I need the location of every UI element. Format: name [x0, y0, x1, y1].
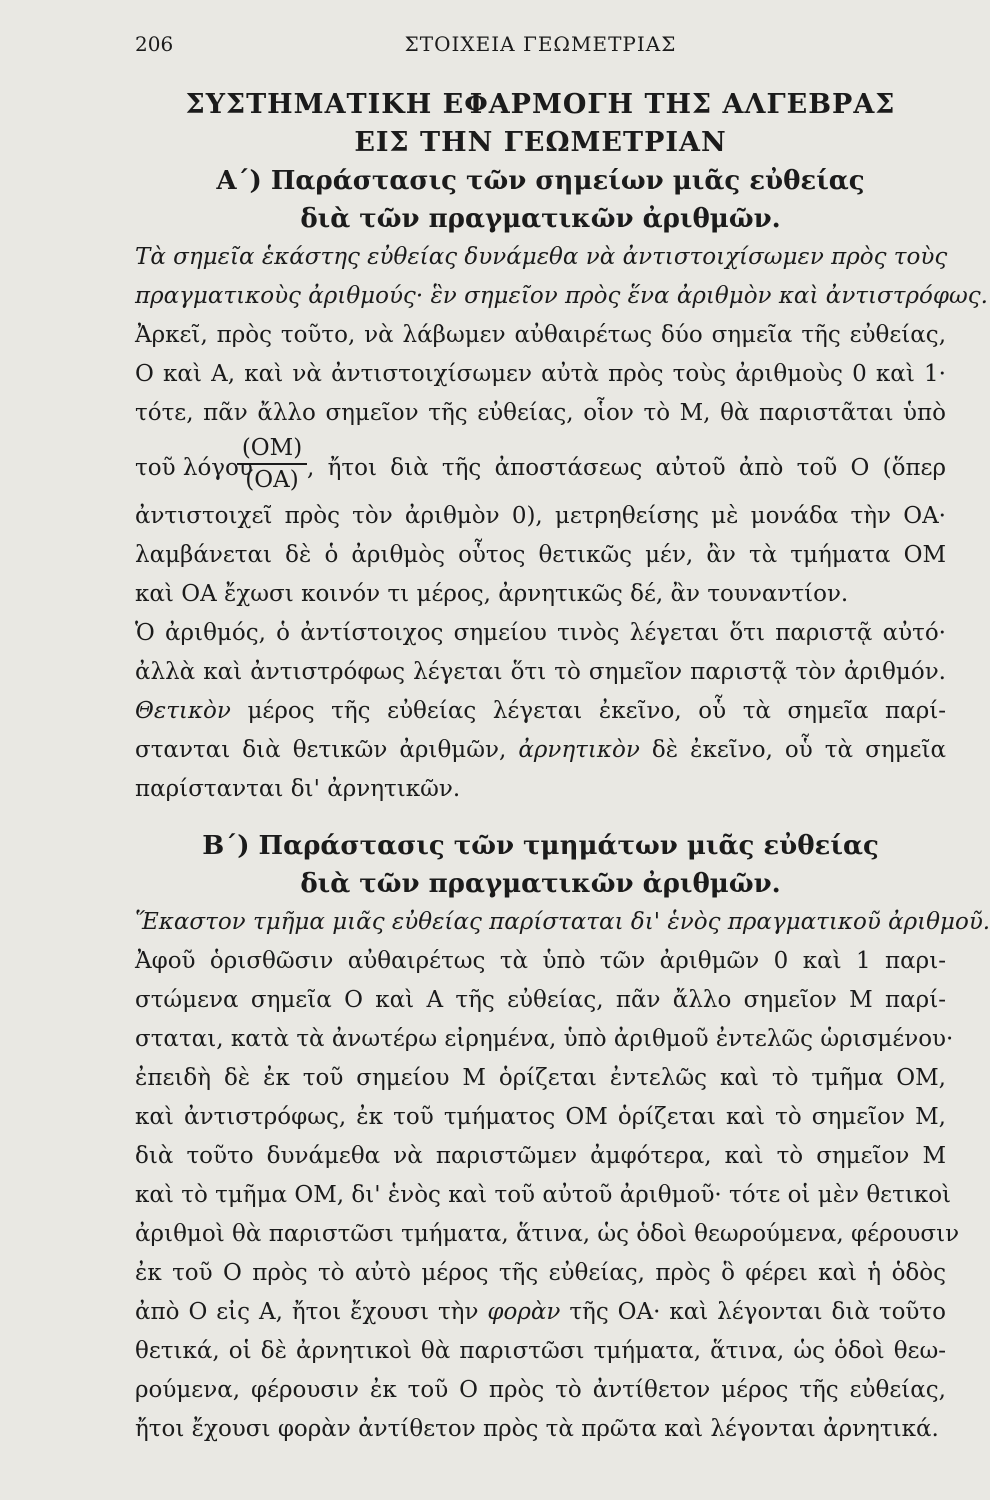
text-span: μέρος τῆς εὐθείας λέγεται ἐκεῖνο, οὗ τὰ σημεῖα παρί-: [230, 698, 946, 724]
text-line: διὰ τοῦτο δυνάμεθα νὰ παριστῶμεν ἀμφότερα, καὶ τὸ σημεῖον Μ: [135, 1143, 946, 1169]
text-line: ἐκ τοῦ Ο πρὸς τὸ αὐτὸ μέρος τῆς εὐθείας, πρὸς ὃ φέρει καὶ ἡ ὁδὸς: [135, 1260, 946, 1286]
text-line: ἐπειδὴ δὲ ἐκ τοῦ σημείου Μ ὁρίζεται ἐντελῶς καὶ τὸ τμῆμα ΟΜ,: [135, 1065, 946, 1091]
running-title: ΣΤΟΙΧΕΙΑ ΓΕΩΜΕΤΡΙΑΣ: [404, 32, 677, 56]
chapter-title-line: ΣΥΣΤΗΜΑΤΙΚΗ ΕΦΑΡΜΟΓΗ ΤΗΣ ΑΛΓΕΒΡΑΣ: [185, 89, 896, 120]
section-heading-line: Β΄) Παράστασις τῶν τμημάτων μιᾶς εὐθείας: [202, 831, 879, 861]
section-a-statement: [135, 238, 988, 316]
section-b-paragraph: [135, 942, 960, 1449]
text-line: Ἀρκεῖ, πρὸς τοῦτο, νὰ λάβωμεν αὐθαιρέτως δύο σημεῖα τῆς εὐθείας,: [135, 322, 946, 348]
text-line: [135, 731, 946, 770]
section-heading-line: διὰ τῶν πραγματικῶν ἀριθμῶν.: [300, 204, 781, 234]
text-line: λαμβάνεται δὲ ὁ ἀριθμὸς οὗτος θετικῶς μέν, ἂν τὰ τμήματα ΟΜ: [135, 542, 946, 568]
section-b-heading: [135, 827, 946, 903]
section-a-paragraph-2: [135, 614, 946, 692]
term-direction: φορὰν: [487, 1299, 561, 1325]
text-line: ἀντιστοιχεῖ πρὸς τὸν ἀριθμὸν 0), μετρηθείσης μὲ μονάδα τὴν ΟΑ·: [135, 503, 946, 529]
section-a-heading: [135, 162, 946, 238]
fraction-trail-text: , ἤτοι διὰ τῆς ἀποστάσεως αὐτοῦ ἀπὸ τοῦ Ο (ὅπερ: [307, 455, 946, 481]
chapter-title-line: ΕΙΣ ΤΗΝ ΓΕΩΜΕΤΡΙΑΝ: [354, 127, 727, 158]
text-line: θετικά, οἱ δὲ ἀρνητικοὶ θὰ παριστῶσι τμήματα, ἅτινα, ὡς ὁδοὶ θεω-: [135, 1338, 946, 1364]
text-line: ἤτοι ἔχουσι φορὰν ἀντίθετον πρὸς τὰ πρῶτα καὶ λέγονται ἀρνητικά.: [135, 1416, 939, 1442]
fraction-line: [135, 433, 946, 497]
text-span: ἀπὸ Ο εἰς Α, ἤτοι ἔχουσι τὴν: [135, 1299, 488, 1325]
section-a-paragraph-3: [135, 692, 946, 809]
text-line: παρίστανται δι' ἀρνητικῶν.: [135, 776, 461, 802]
text-line: καὶ ΟΑ ἔχωσι κοινόν τι μέρος, ἀρνητικῶς δέ, ἂν τουναντίον.: [135, 581, 849, 607]
text-line: ρούμενα, φέρουσιν ἐκ τοῦ Ο πρὸς τὸ ἀντίθετον μέρος τῆς εὐθείας,: [135, 1377, 946, 1403]
fraction-denominator: (ΟΑ): [245, 467, 299, 493]
running-head: [135, 32, 946, 62]
text-line: σταται, κατὰ τὰ ἀνωτέρω εἰρημένα, ὑπὸ ἀριθμοῦ ἐντελῶς ὡρισμένου·: [135, 1026, 954, 1052]
term-negative: ἀρνητικὸν: [518, 737, 640, 763]
text-line: Ὁ ἀριθμός, ὁ ἀντίστοιχος σημείου τινὸς λέγεται ὅτι παριστᾷ αὐτό·: [135, 620, 946, 646]
chapter-title: [135, 86, 946, 162]
text-line: πραγματικοὺς ἀριθμούς· ἓν σημεῖον πρὸς ἕνα ἀριθμὸν καὶ ἀντιστρόφως.: [135, 283, 988, 309]
text-line: Ο καὶ Α, καὶ νὰ ἀντιστοιχίσωμεν αὐτὰ πρὸς τοὺς ἀριθμοὺς 0 καὶ 1·: [135, 361, 946, 387]
fraction-lead-text: τοῦ λόγου: [135, 455, 253, 481]
ratio-fraction: [237, 433, 307, 495]
page-number: 206: [135, 32, 174, 56]
text-line: [135, 692, 946, 731]
page-body: [135, 86, 990, 1449]
text-span: στανται διὰ θετικῶν ἀριθμῶν,: [135, 737, 519, 763]
text-line: καὶ τὸ τμῆμα ΟΜ, δι' ἑνὸς καὶ τοῦ αὐτοῦ ἀριθμοῦ· τότε οἱ μὲν θετικοὶ: [135, 1182, 952, 1208]
section-b-statement: Ἕκαστον τμῆμα μιᾶς εὐθείας παρίσταται δι' ἑνὸς πραγματικοῦ ἀριθμοῦ.: [135, 909, 990, 935]
section-heading-line: Α΄) Παράστασις τῶν σημείων μιᾶς εὐθείας: [216, 166, 865, 196]
text-line: [135, 1293, 946, 1332]
text-span: δὲ ἐκεῖνο, οὗ τὰ σημεῖα: [639, 737, 947, 763]
text-line: καὶ ἀντιστρόφως, ἐκ τοῦ τμήματος ΟΜ ὁρίζεται καὶ τὸ σημεῖον Μ,: [135, 1104, 946, 1130]
section-heading-line: διὰ τῶν πραγματικῶν ἀριθμῶν.: [300, 869, 781, 899]
text-line: Ἀφοῦ ὁρισθῶσιν αὐθαιρέτως τὰ ὑπὸ τῶν ἀριθμῶν 0 καὶ 1 παρι-: [135, 948, 946, 974]
text-span: τῆς ΟΑ· καὶ λέγονται διὰ τοῦτο: [560, 1299, 946, 1325]
text-line: Τὰ σημεῖα ἑκάστης εὐθείας δυνάμεθα νὰ ἀντιστοιχίσωμεν πρὸς τοὺς: [135, 244, 948, 270]
term-positive: Θετικὸν: [135, 698, 231, 724]
text-line: στώμενα σημεῖα Ο καὶ Α τῆς εὐθείας, πᾶν ἄλλο σημεῖον Μ παρί-: [135, 987, 946, 1013]
text-line: τότε, πᾶν ἄλλο σημεῖον τῆς εὐθείας, οἷον τὸ Μ, θὰ παριστᾶται ὑπὸ: [135, 400, 946, 426]
text-line: ἀλλὰ καὶ ἀντιστρόφως λέγεται ὅτι τὸ σημεῖον παριστᾷ τὸν ἀριθμόν.: [135, 659, 946, 685]
text-line: ἀριθμοὶ θὰ παριστῶσι τμήματα, ἅτινα, ὡς ὁδοὶ θεωρούμενα, φέρουσιν: [135, 1221, 960, 1247]
section-a-paragraph-1: [135, 316, 946, 614]
fraction-numerator: (ΟΜ): [237, 433, 307, 465]
